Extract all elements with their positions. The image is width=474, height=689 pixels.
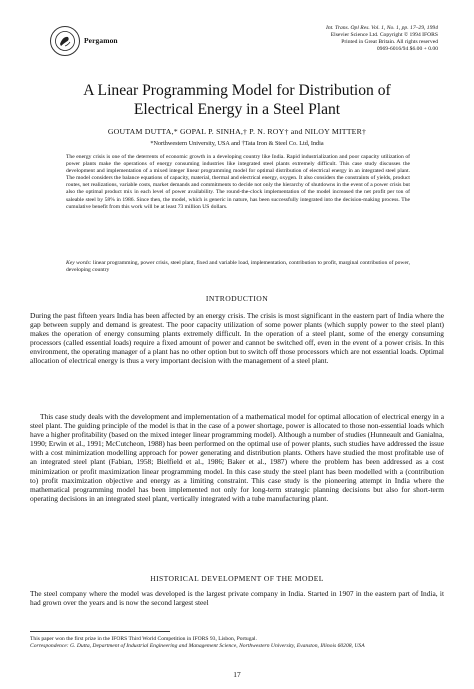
article-title <box>30 81 444 119</box>
correspondence-label: Correspondence: <box>30 643 69 650</box>
keywords <box>66 260 410 274</box>
footnote-correspondence <box>30 643 444 650</box>
history-paragraph-1: The steel company where the model was developed is the largest private company in India. Started in 1907 in the eastern part of India, it had grown over the years and is now the second largest steel <box>30 589 444 608</box>
history-heading: HISTORICAL DEVELOPMENT OF THE MODEL <box>150 574 324 583</box>
journal-citation: Int. Trans. Opl Res. Vol. 1, No. 1, pp. 17–29, 1994 <box>325 25 438 31</box>
footnote <box>30 636 444 650</box>
introduction-heading: INTRODUCTION <box>205 294 269 303</box>
intro-paragraph-2: This case study deals with the development and implementation of a mathematical model for optimal allocation of electrical energy in a steel plant. The guiding principle of the model is that in the case of a power shortage, power is allocated to those non-essential loads which have a higher profitability (based on the mixed integer linear programming model). Although a number of studies (Hunneault and Ganialna, 1990; Erwin et al., 1991; McCutcheon, 1988) has been performed on the optimal use of power plants, such studies have addressed the issue with a cost minimization modelling approach for power generating and distribution plants. Others have studied the most profitable use of an integrated steel plant (Fabian, 1958; Bielfield et al., 1986; Baker et al., 1987) where the problem has been addressed as a cost minimization or profit maximization linear programming model. In this case study the steel plant has been modelled with a (contribution to) profit maximization objective and energy as a limiting constraint. This case study is the pioneering attempt in India where the mathematical programming model has been implemented not only for long-term strategic planning decisions but also for short-term operating decisions in an integrated steel plant, vertically integrated with a tube manufacturing plant. <box>30 412 444 503</box>
author-list: GOUTAM DUTTA,* GOPAL P. SINHA,† P. N. ROY† and NILOY MITTER† <box>107 127 367 136</box>
journal-info <box>326 25 438 53</box>
footnote-divider <box>30 631 170 632</box>
journal-printed: Printed in Great Britain. All rights reserved <box>341 39 438 45</box>
title-line-2: Electrical Energy in a Steel Plant <box>133 101 341 118</box>
keywords-list: linear programming, power crisis, steel plant, fixed and variable load, implementation, contribution to profit, marginal contribution of power, developing country <box>66 260 410 274</box>
abstract-text: The energy crisis is one of the deterrents of economic growth in a developing country like India. Rapid industrialization and poor capacity utilization of power plants make the operations of energy consuming industries like integrated steel plants extremely difficult. This case study discusses the development and implementation of a mixed integer linear programming model for optimal distribution of electrical energy in an integrated steel plant. The model considers the balance equations of capacity, material, thermal and electrical energy, oxygen. It also considers the constraints of yields, product routes, net realizations, variable costs, market demands and commitments to decide not only the hierarchy of shutdowns in the event of a power crisis but also the optimal product mix in each level of power availability. The round-the-clock implementation of the model increased the net profit per ton of saleable steel by 58% in 1986. Since then, the model, which is generic in nature, has been successfully integrated into the decision-making process. The cumulative benefit from this work will be at least 73 million US dollars. <box>66 154 410 210</box>
page-number: 17 <box>233 670 241 679</box>
publisher-name: Pergamon <box>84 36 118 45</box>
journal-issn: 0969-6016/94 $6.00 + 0.00 <box>376 46 438 52</box>
footnote-prize: This paper won the first prize in the IFORS Third World Competition in IFORS 93, Lisbon, Portugal. <box>30 636 257 642</box>
correspondence-address: G. Dutta, Department of Industrial Engineering and Management Science, Northwestern University, Evanston, Illinois 60208, USA <box>68 643 365 650</box>
title-line-1: A Linear Programming Model for Distribution of <box>83 82 391 99</box>
keywords-label: Key words: <box>66 260 92 266</box>
journal-copyright: Elsevier Science Ltd. Copyright © 1994 IFORS <box>330 32 438 38</box>
pergamon-logo-icon <box>50 26 80 56</box>
author-affiliation: *Northwestern University, USA and †Tata Iron & Steel Co. Ltd, India <box>150 140 324 147</box>
intro-paragraph-1: During the past fifteen years India has been affected by an energy crisis. The crisis is most significant in the eastern part of India where the gap between supply and demand is greatest. The poor capacity utilization of some power plants (which supply power to the steel plant) makes the operation of energy consuming plants extremely difficult. In the operation of a steel plant, some of the energy consuming processors (called essential loads) require a fixed amount of power and cannot be switched off, even in the event of a power crisis. In this environment, the operating manager of a plant has no other option but to switch off those processors which are not essential loads. Optimal allocation of electrical energy is thus a very important decision with the management of a steel plant. <box>30 311 444 366</box>
